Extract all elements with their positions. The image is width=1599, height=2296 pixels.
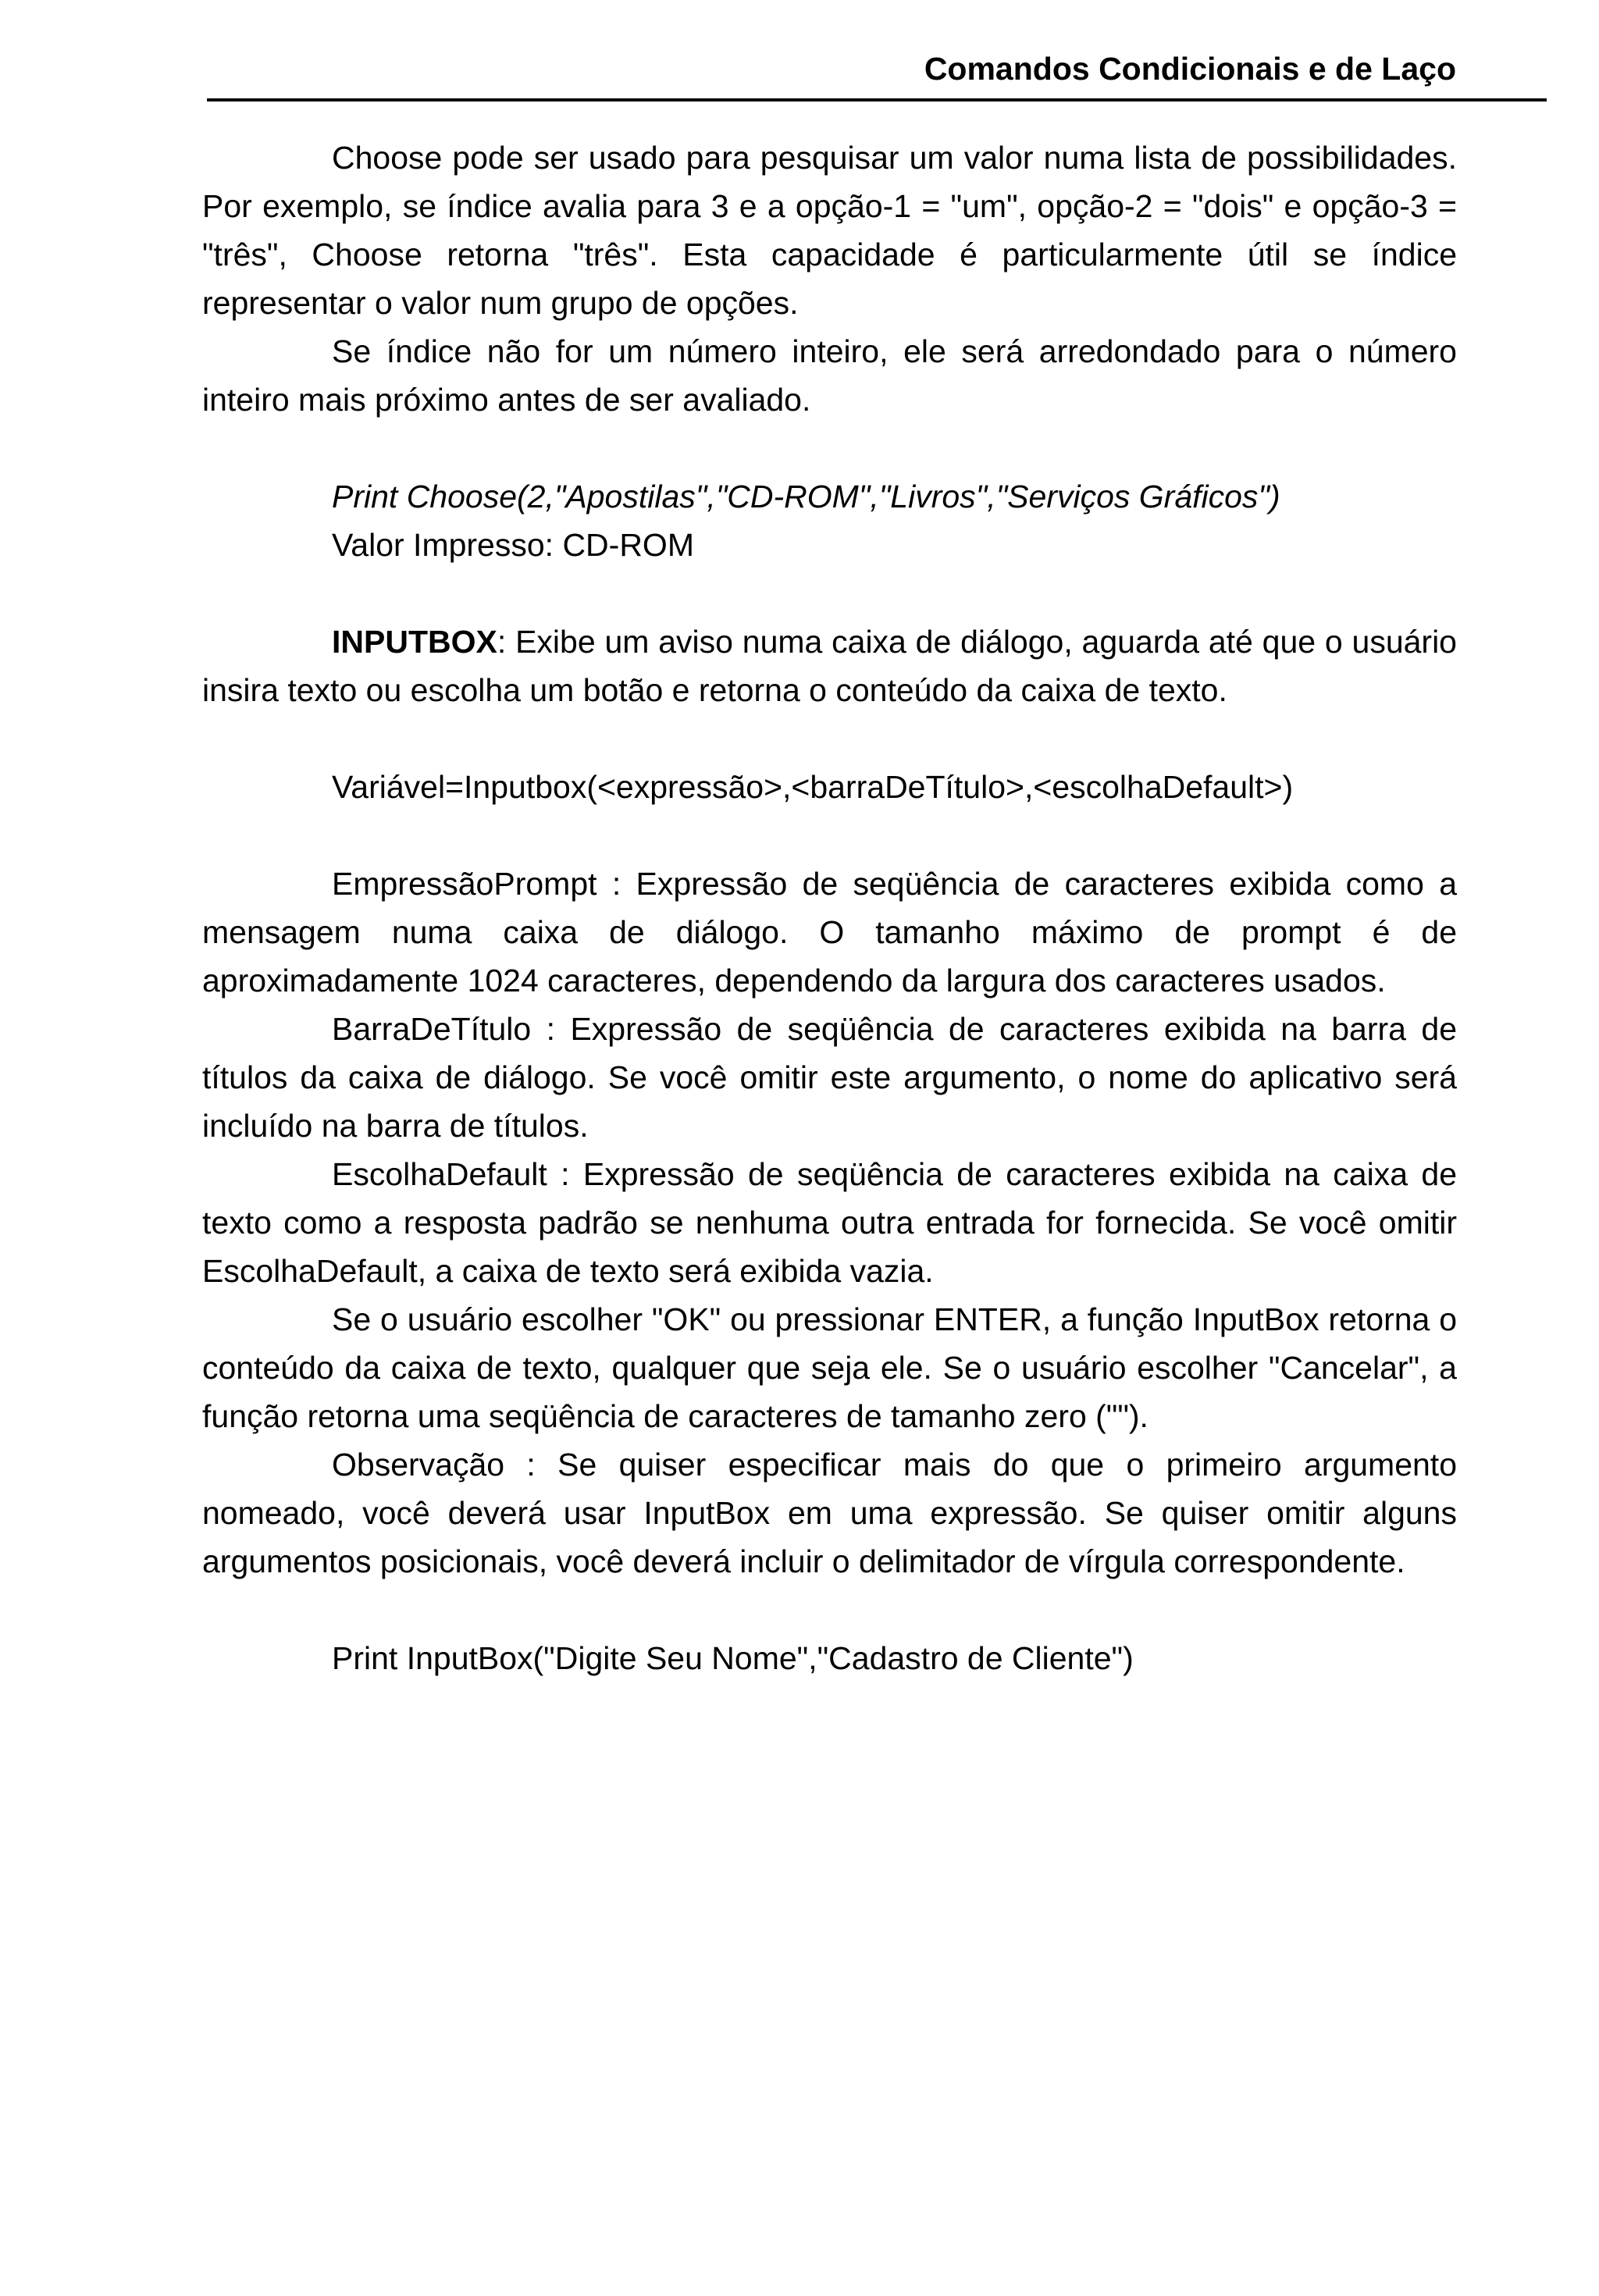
spacer (202, 1586, 1457, 1634)
spacer (202, 811, 1457, 860)
paragraph-prompt-arg: EmpressãoPrompt : Expressão de seqüência de caracteres exibida como a mensagem numa caixa de diálogo. O tamanho máximo de prompt é de aproximadamente 1024 caracteres, dependendo da largura dos caracteres usados. (202, 866, 1457, 998)
page-body (202, 133, 1457, 1682)
paragraph-observation: Observação : Se quiser especificar mais do que o primeiro argumento nomeado, você deverá usar InputBox em uma expressão. Se quiser omitir alguns argumentos posicionais, você deverá incluir o delimitador de vírgula correspondente. (202, 1447, 1457, 1579)
paragraph-inputbox (202, 618, 1457, 714)
example-inputbox-code: Print InputBox("Digite Seu Nome","Cadastro de Cliente") (332, 1640, 1134, 1676)
paragraph-index-rounding: Se índice não for um número inteiro, ele será arredondado para o número inteiro mais próximo antes de ser avaliado. (202, 333, 1457, 418)
inputbox-description: : Exibe um aviso numa caixa de diálogo, aguarda até que o usuário insira texto ou escolha um botão e retorna o conteúdo da caixa de texto. (202, 624, 1457, 708)
inputbox-term: INPUTBOX (332, 624, 497, 660)
spacer (202, 424, 1457, 472)
header-rule (207, 98, 1547, 101)
spacer (202, 714, 1457, 763)
paragraph-choose-usage: Choose pode ser usado para pesquisar um valor numa lista de possibilidades. Por exemplo, se índice avalia para 3 e a opção-1 = "um", opção-2 = "dois" e opção-3 = "três", Choose retorna "três". Esta capacidade é particularmente útil se índice representar o valor num grupo de opções. (202, 140, 1457, 321)
spacer (202, 569, 1457, 618)
paragraph-title-arg: BarraDeTítulo : Expressão de seqüência de caracteres exibida na barra de títulos da caixa de diálogo. Se você omitir este argumento, o nome do aplicativo será incluído na barra de títulos. (202, 1011, 1457, 1144)
paragraph-ok-cancel: Se o usuário escolher "OK" ou pressionar ENTER, a função InputBox retorna o conteúdo da caixa de texto, qualquer que seja ele. Se o usuário escolher "Cancelar", a função retorna uma seqüência de caracteres de tamanho zero (""). (202, 1301, 1457, 1434)
running-header: Comandos Condicionais e de Laço (924, 51, 1456, 87)
example-choose-code: Print Choose(2,"Apostilas","CD-ROM","Livros","Serviços Gráficos") (332, 479, 1280, 514)
inputbox-syntax: Variável=Inputbox(<expressão>,<barraDeTítulo>,<escolhaDefault>) (332, 769, 1294, 805)
example-choose-result: Valor Impresso: CD-ROM (332, 527, 694, 563)
paragraph-default-arg: EscolhaDefault : Expressão de seqüência de caracteres exibida na caixa de texto como a resposta padrão se nenhuma outra entrada for fornecida. Se você omitir EscolhaDefault, a caixa de texto será exibida vazia. (202, 1156, 1457, 1289)
